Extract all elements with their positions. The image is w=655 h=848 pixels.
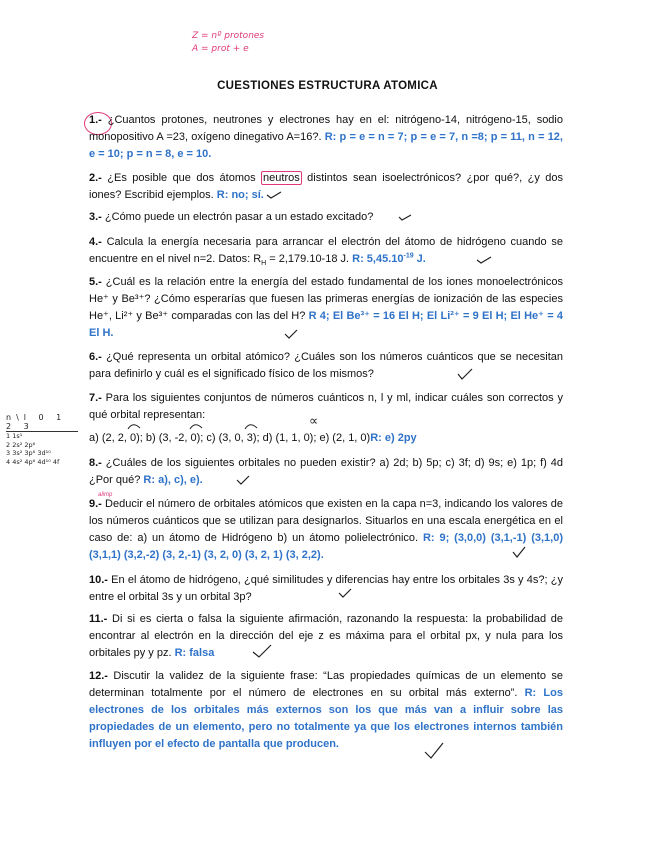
- question-text: Deducir el número de orbitales atómicos que existen en la capa n=3, indicando los valores de los números cuánticos que se utilizan para designarlos. Situarlos en una escala energética en el caso de: a) un átomo de Hidrógeno b) un átomo polielectrónico.: [89, 498, 563, 544]
- question-text: En el átomo de hidrógeno, ¿qué similitudes y diferencias hay entre los orbitales 3s y 4s?; ¿y entre el orbital 3s y un orbital 3p?: [89, 574, 563, 603]
- check-icon: [512, 546, 526, 558]
- question-8: [89, 455, 563, 489]
- question-number: 5.-: [89, 276, 102, 288]
- question-text: Discutir la validez de la siguiente frase: “Las propiedades químicas de un elemento se determinan totalmente por el número de electrones en su orbital más externo”.: [89, 670, 563, 699]
- question-text: ¿Cuantos protones, neutrones y electrones hay en el: nitrógeno-14, nitrógeno-15, sodio monopositivo A =23, oxígeno dinegativo A=16?.: [89, 114, 563, 143]
- question-2: [89, 170, 563, 204]
- check-icon: [284, 329, 298, 339]
- check-icon: [424, 742, 444, 760]
- page-title: CUESTIONES ESTRUCTURA ATOMICA: [217, 80, 438, 92]
- check-icon: [252, 644, 272, 658]
- question-number: 4.-: [89, 236, 102, 248]
- question-12: [89, 668, 563, 753]
- question-6: [89, 349, 563, 383]
- question-text: Para los siguientes conjuntos de números cuánticos n, l y ml, indicar cuáles son correctos y qué orbital representan:: [89, 392, 563, 421]
- question-answer: R: falsa: [174, 647, 215, 659]
- handwritten-note-line-2: A = prot + e: [192, 44, 249, 54]
- question-answer: R: 9; (3,0,0) (3,1,-1) (3,1,0) (3,1,1) (3,2,-2) (3, 2,-1) (3, 2, 0) (3, 2, 1) (3, 2,2).: [89, 532, 563, 561]
- check-icon: [236, 475, 250, 485]
- question-11: [89, 611, 563, 662]
- question-number: 8.-: [89, 457, 102, 469]
- question-5: [89, 274, 563, 342]
- handwritten-note: [192, 30, 264, 56]
- handwritten-orbital-table: [6, 413, 86, 466]
- orbital-table-row: 3 3s² 3p⁶ 3d¹⁰: [6, 449, 51, 457]
- check-icon: [338, 588, 352, 598]
- question-text: ¿Cómo puede un electrón pasar a un estado excitado?: [101, 211, 374, 223]
- orbital-table-header: n\l 0 1 2 3: [6, 413, 78, 432]
- question-number: 1.-: [89, 114, 102, 126]
- question-answer: R: e) 2py: [370, 432, 417, 444]
- question-answer: R: 5,45.10: [352, 253, 404, 265]
- handwritten-note-line-1: Z = nº protones: [192, 31, 265, 41]
- question-text: ¿Cuáles de los siguientes orbitales no pueden existir? a) 2d; b) 5p; c) 3f; d) 9s; e) 1p; f) 4d ¿Por qué?: [89, 457, 563, 486]
- question-number: 6.-: [89, 351, 102, 363]
- question-number: 11.-: [89, 613, 108, 625]
- handwritten-margin-note: alimp: [98, 492, 113, 498]
- question-3: [89, 209, 563, 226]
- check-icon: [398, 213, 412, 221]
- question-answer: R 4; El Be³⁺ = 16 El H; El Li²⁺ = 9 El H; El He⁺ = 4 El H.: [89, 310, 563, 339]
- question-number: 9.-: [89, 498, 102, 510]
- question-7: [89, 390, 563, 447]
- handwritten-alpha-mark: ∝: [309, 413, 319, 428]
- question-number: 7.-: [89, 392, 102, 404]
- question-number: 10.-: [89, 574, 108, 586]
- question-10: [89, 572, 563, 606]
- question-1: [89, 112, 563, 163]
- orbital-table-row: 2 2s² 2p⁶: [6, 440, 36, 449]
- check-icon: [266, 190, 282, 200]
- question-text: Calcula la energía necesaria para arrancar el electrón del átomo de hidrógeno cuando se encuentre en el nivel n=2. Datos: R: [89, 236, 563, 265]
- check-icon: [476, 255, 492, 264]
- subscript: H: [261, 260, 267, 268]
- question-text: Di si es cierta o falsa la siguiente afirmación, razonando la respuesta: la probabilidad de encontrar al electrón en la dirección del eje z es máxima para el orbital px, y nula para los orbitales py y pz.: [89, 613, 563, 659]
- question-answer: R: a), c), e).: [143, 474, 203, 486]
- question-answer: R: p = e = n = 7; p = e = 7, n =8; p = 11, n = 12, e = 10; p = n = 8, e = 10.: [89, 131, 563, 160]
- question-text: distintos sean isoelectrónicos? ¿por qué?, ¿y dos iones? Escribid ejemplos.: [89, 172, 563, 201]
- question-9: [89, 496, 563, 564]
- quantum-number-list: a) (2, 2, 0); b) (3, -2, 0); c) (3, 0, 3); d) (1, 1, 0); e) (2, 1, 0): [89, 432, 371, 444]
- question-number: 2.-: [89, 172, 102, 184]
- answer-exponent: -19: [403, 252, 414, 260]
- handwritten-arcs: [120, 420, 290, 432]
- orbital-table-row: 4 4s² 4p⁶ 4d¹⁰ 4f: [6, 457, 60, 466]
- question-number: 3.-: [89, 211, 102, 223]
- highlighted-word: neutros: [263, 172, 300, 184]
- question-answer: R: Los electrones de los orbitales más externos son los que más van a influir sobre las propiedades de un elemento, pero no totalmente ya que los electrones internos también influyen por el efecto de pantalla que producen.: [89, 687, 563, 750]
- question-text: = 2,179.10-18 J.: [266, 253, 353, 265]
- question-answer-unit: J.: [413, 253, 426, 265]
- question-text: ¿Cuál es la relación entre la energía del estado fundamental de los iones monoelectrónicos He⁺ y Be³⁺? ¿Cómo esperarías que fuesen las primeras energías de ionización de las especies He⁺, Li²⁺ y Be³⁺ comparadas con las del H?: [89, 276, 563, 322]
- question-number: 12.-: [89, 670, 108, 682]
- orbital-table-row: 1 1s¹: [6, 432, 23, 440]
- question-text: ¿Es posible que dos átomos: [101, 172, 262, 184]
- question-text: ¿Qué representa un orbital atómico? ¿Cuáles son los números cuánticos que se necesitan para definirlo y cuál es el significado físico de los mismos?: [89, 351, 563, 380]
- check-icon: [457, 368, 473, 380]
- question-answer: R: no; sí.: [216, 189, 264, 201]
